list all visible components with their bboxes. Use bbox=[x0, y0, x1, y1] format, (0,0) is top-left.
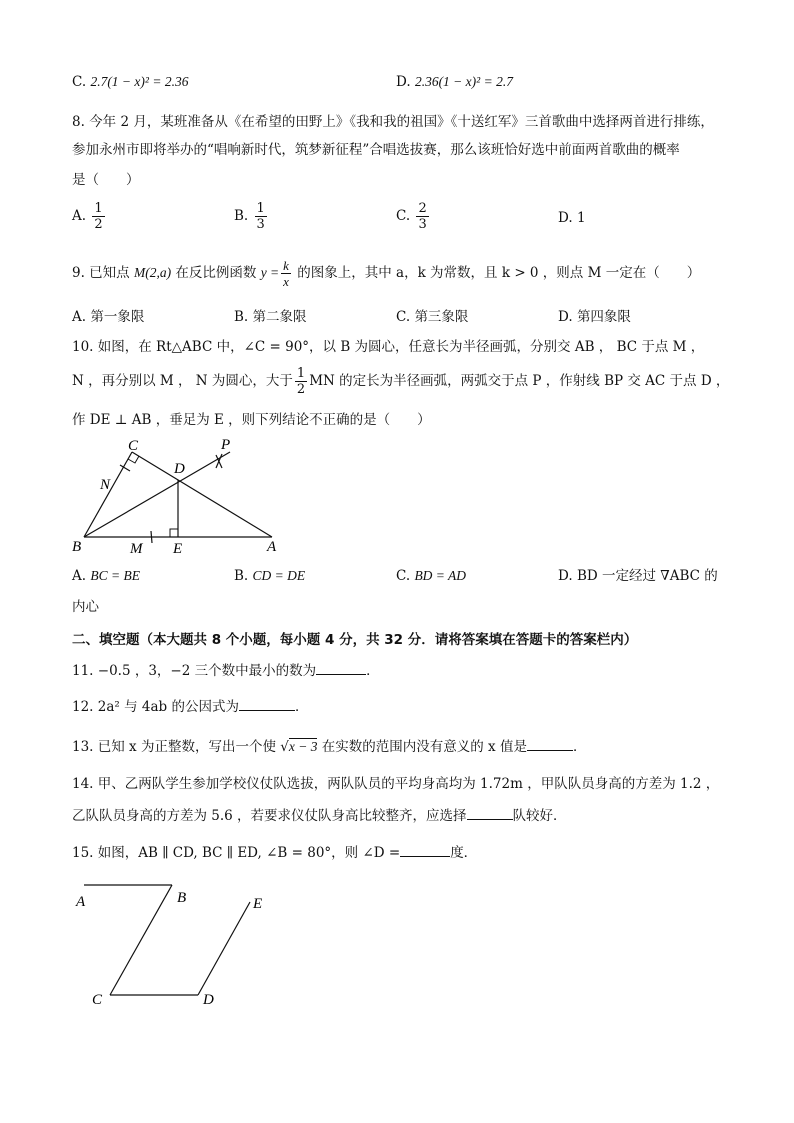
numerator: k bbox=[283, 258, 289, 273]
label-p: P bbox=[221, 437, 231, 453]
label-d: D bbox=[203, 992, 214, 1008]
option-label: B. bbox=[234, 208, 249, 224]
q14-line2-end: 队较好． bbox=[512, 808, 567, 824]
option-label: C. bbox=[396, 309, 411, 325]
denominator: 3 bbox=[418, 217, 427, 232]
denominator: 2 bbox=[296, 382, 306, 397]
answer-blank[interactable] bbox=[400, 842, 450, 857]
option-text: 第一象限 bbox=[90, 309, 145, 325]
label-m: M bbox=[130, 541, 143, 557]
label-b: B bbox=[72, 539, 82, 555]
numerator: 2 bbox=[418, 201, 427, 216]
q10-line2-b: MN 的定长为半径画弧，两弧交于点 P ，作射线 BP 交 AC 于点 D ， bbox=[309, 373, 730, 389]
label-b: B bbox=[177, 890, 187, 906]
option-label: A. bbox=[72, 568, 87, 584]
answer-blank[interactable] bbox=[239, 696, 295, 711]
q15 bbox=[72, 842, 477, 863]
q11-end: ． bbox=[366, 663, 380, 679]
fraction bbox=[255, 201, 267, 232]
q9-point: M(2,a) bbox=[133, 265, 172, 280]
label-d: D bbox=[174, 461, 185, 477]
denominator: x bbox=[283, 274, 289, 289]
sqrt-sign: √ bbox=[280, 739, 289, 755]
q14-line2 bbox=[72, 805, 567, 826]
q9-option-b bbox=[234, 307, 307, 327]
q12-end: ． bbox=[294, 699, 309, 715]
fraction bbox=[92, 201, 104, 232]
q9-prefix: 9. 已知点 bbox=[72, 265, 134, 281]
q10-option-d bbox=[558, 566, 718, 586]
label-c: C bbox=[92, 992, 103, 1008]
q10-option-a bbox=[72, 566, 140, 586]
q9-mid: 在反比例函数 bbox=[171, 265, 261, 281]
q14-line2-text: 乙队队员身高的方差为 5.6 ，若要求仪仗队身高比较整齐，应选择 bbox=[72, 808, 467, 824]
label-c: C bbox=[128, 438, 139, 454]
option-label: A. bbox=[72, 309, 87, 325]
q12-text: 12. 2a² 与 4ab 的公因式为 bbox=[72, 699, 239, 715]
option-label: A. bbox=[72, 208, 87, 224]
option-text: BC = BE bbox=[90, 568, 140, 583]
q14-line1: 14. 甲、乙两队学生参加学校仪仗队选拔，两队队员的平均身高均为 1.72m ，甲队队员身高的方差为 1.2 ， bbox=[72, 776, 720, 792]
label-n: N bbox=[100, 477, 111, 493]
q8-option-a bbox=[72, 201, 107, 232]
q9-stem bbox=[72, 258, 700, 289]
option-label: C. bbox=[72, 74, 87, 90]
q7-option-c bbox=[72, 72, 188, 92]
q8-option-d bbox=[558, 208, 586, 228]
label-a: A bbox=[267, 539, 277, 555]
segment-bc bbox=[110, 885, 172, 995]
segment-de bbox=[198, 902, 250, 995]
q9-suffix: 的图象上，其中 a，k 为常数，且 k > 0 ，则点 M 一定在（ ） bbox=[292, 265, 701, 281]
q10-line2 bbox=[72, 366, 729, 397]
q10-option-d-cont: 内心 bbox=[72, 599, 99, 615]
option-expr: 2.36(1 − x)² = 2.7 bbox=[414, 74, 513, 89]
segment-ca bbox=[132, 452, 272, 537]
option-label: D. bbox=[558, 309, 573, 325]
option-text: 第四象限 bbox=[576, 309, 631, 325]
option-label: B. bbox=[234, 309, 249, 325]
q8-line1: 8. 今年 2 月，某班准备从《在希望的田野上》《我和我的祖国》《十送红军》三首歌曲中选择两首进行排练， bbox=[72, 114, 714, 130]
q9-option-a bbox=[72, 307, 144, 327]
q13-end: ． bbox=[572, 739, 587, 755]
answer-blank[interactable] bbox=[316, 660, 366, 675]
answer-blank[interactable] bbox=[527, 736, 573, 751]
option-expr: 2.7(1 − x)² = 2.36 bbox=[90, 74, 189, 89]
numerator: 1 bbox=[256, 201, 265, 216]
label-e: E bbox=[173, 541, 183, 557]
q15-text: 15. 如图，AB ∥ CD, BC ∥ ED, ∠B = 80°，则 ∠D = bbox=[72, 845, 401, 861]
sqrt-radicand: x − 3 bbox=[288, 739, 318, 754]
q15-end: 度． bbox=[450, 845, 478, 861]
option-label: D. bbox=[558, 568, 573, 584]
q12 bbox=[72, 696, 308, 717]
q10-line3: 作 DE ⊥ AB ，垂足为 E ，则下列结论不正确的是（ ） bbox=[72, 412, 431, 428]
label-e: E bbox=[253, 896, 263, 912]
right-angle-mark-e bbox=[170, 529, 178, 537]
q10-line2-a: N ，再分别以 M ， N 为圆心，大于 bbox=[72, 373, 293, 389]
q9-option-c bbox=[396, 307, 468, 327]
answer-blank[interactable] bbox=[467, 805, 513, 820]
numerator: 1 bbox=[94, 201, 103, 216]
q13-a: 13. 已知 x 为正整数，写出一个使 bbox=[72, 739, 281, 755]
q10-option-b bbox=[234, 566, 305, 586]
option-text: CD = DE bbox=[252, 568, 306, 583]
option-text: 第二象限 bbox=[252, 309, 307, 325]
q8-line2: 参加永州市即将举办的“唱响新时代，筑梦新征程”合唱选拔赛，那么该班恰好选中前面两首歌曲的概率 bbox=[72, 142, 680, 158]
fraction bbox=[295, 366, 307, 397]
denominator: 2 bbox=[94, 217, 103, 232]
option-label: C. bbox=[396, 568, 411, 584]
q8-option-c bbox=[396, 201, 431, 232]
option-label: B. bbox=[234, 568, 249, 584]
option-text: BD 一定经过 ∇ABC 的 bbox=[576, 568, 718, 584]
option-text: 第三象限 bbox=[414, 309, 469, 325]
option-text: BD = AD bbox=[414, 568, 467, 583]
option-label: C. bbox=[396, 208, 411, 224]
q9-func-fraction bbox=[281, 258, 291, 289]
q8-option-b bbox=[234, 201, 269, 232]
q9-func-lhs: y = bbox=[260, 265, 280, 280]
q11 bbox=[72, 660, 380, 681]
q10-option-c bbox=[396, 566, 466, 586]
fraction bbox=[416, 201, 428, 232]
q8-line3: 是（ ） bbox=[72, 172, 140, 188]
arc-mark-m bbox=[151, 531, 152, 543]
label-a: A bbox=[76, 894, 86, 910]
option-label: D. bbox=[558, 210, 573, 226]
section2-title: 二、填空题（本大题共 8 个小题，每小题 4 分，共 32 分．请将答案填在答题卡的答案栏内） bbox=[72, 632, 638, 648]
q15-parallel-figure bbox=[70, 880, 280, 1010]
q10-triangle-figure bbox=[70, 432, 290, 557]
numerator: 1 bbox=[296, 366, 306, 381]
q9-option-d bbox=[558, 307, 631, 327]
q13-b: 在实数的范围内没有意义的 x 值是 bbox=[317, 739, 527, 755]
q10-line1: 10. 如图，在 Rt△ABC 中，∠C = 90°，以 B 为圆心，任意长为半径画弧，分别交 AB ， BC 于点 M ， bbox=[72, 339, 705, 355]
q11-text: 11. −0.5 ，3，−2 三个数中最小的数为 bbox=[72, 663, 317, 679]
q7-option-d bbox=[396, 72, 513, 92]
denominator: 3 bbox=[256, 217, 265, 232]
ray-bp bbox=[84, 452, 230, 537]
option-text: 1 bbox=[576, 210, 586, 226]
q13 bbox=[72, 736, 586, 757]
option-label: D. bbox=[396, 74, 411, 90]
segment-bc bbox=[84, 452, 132, 537]
